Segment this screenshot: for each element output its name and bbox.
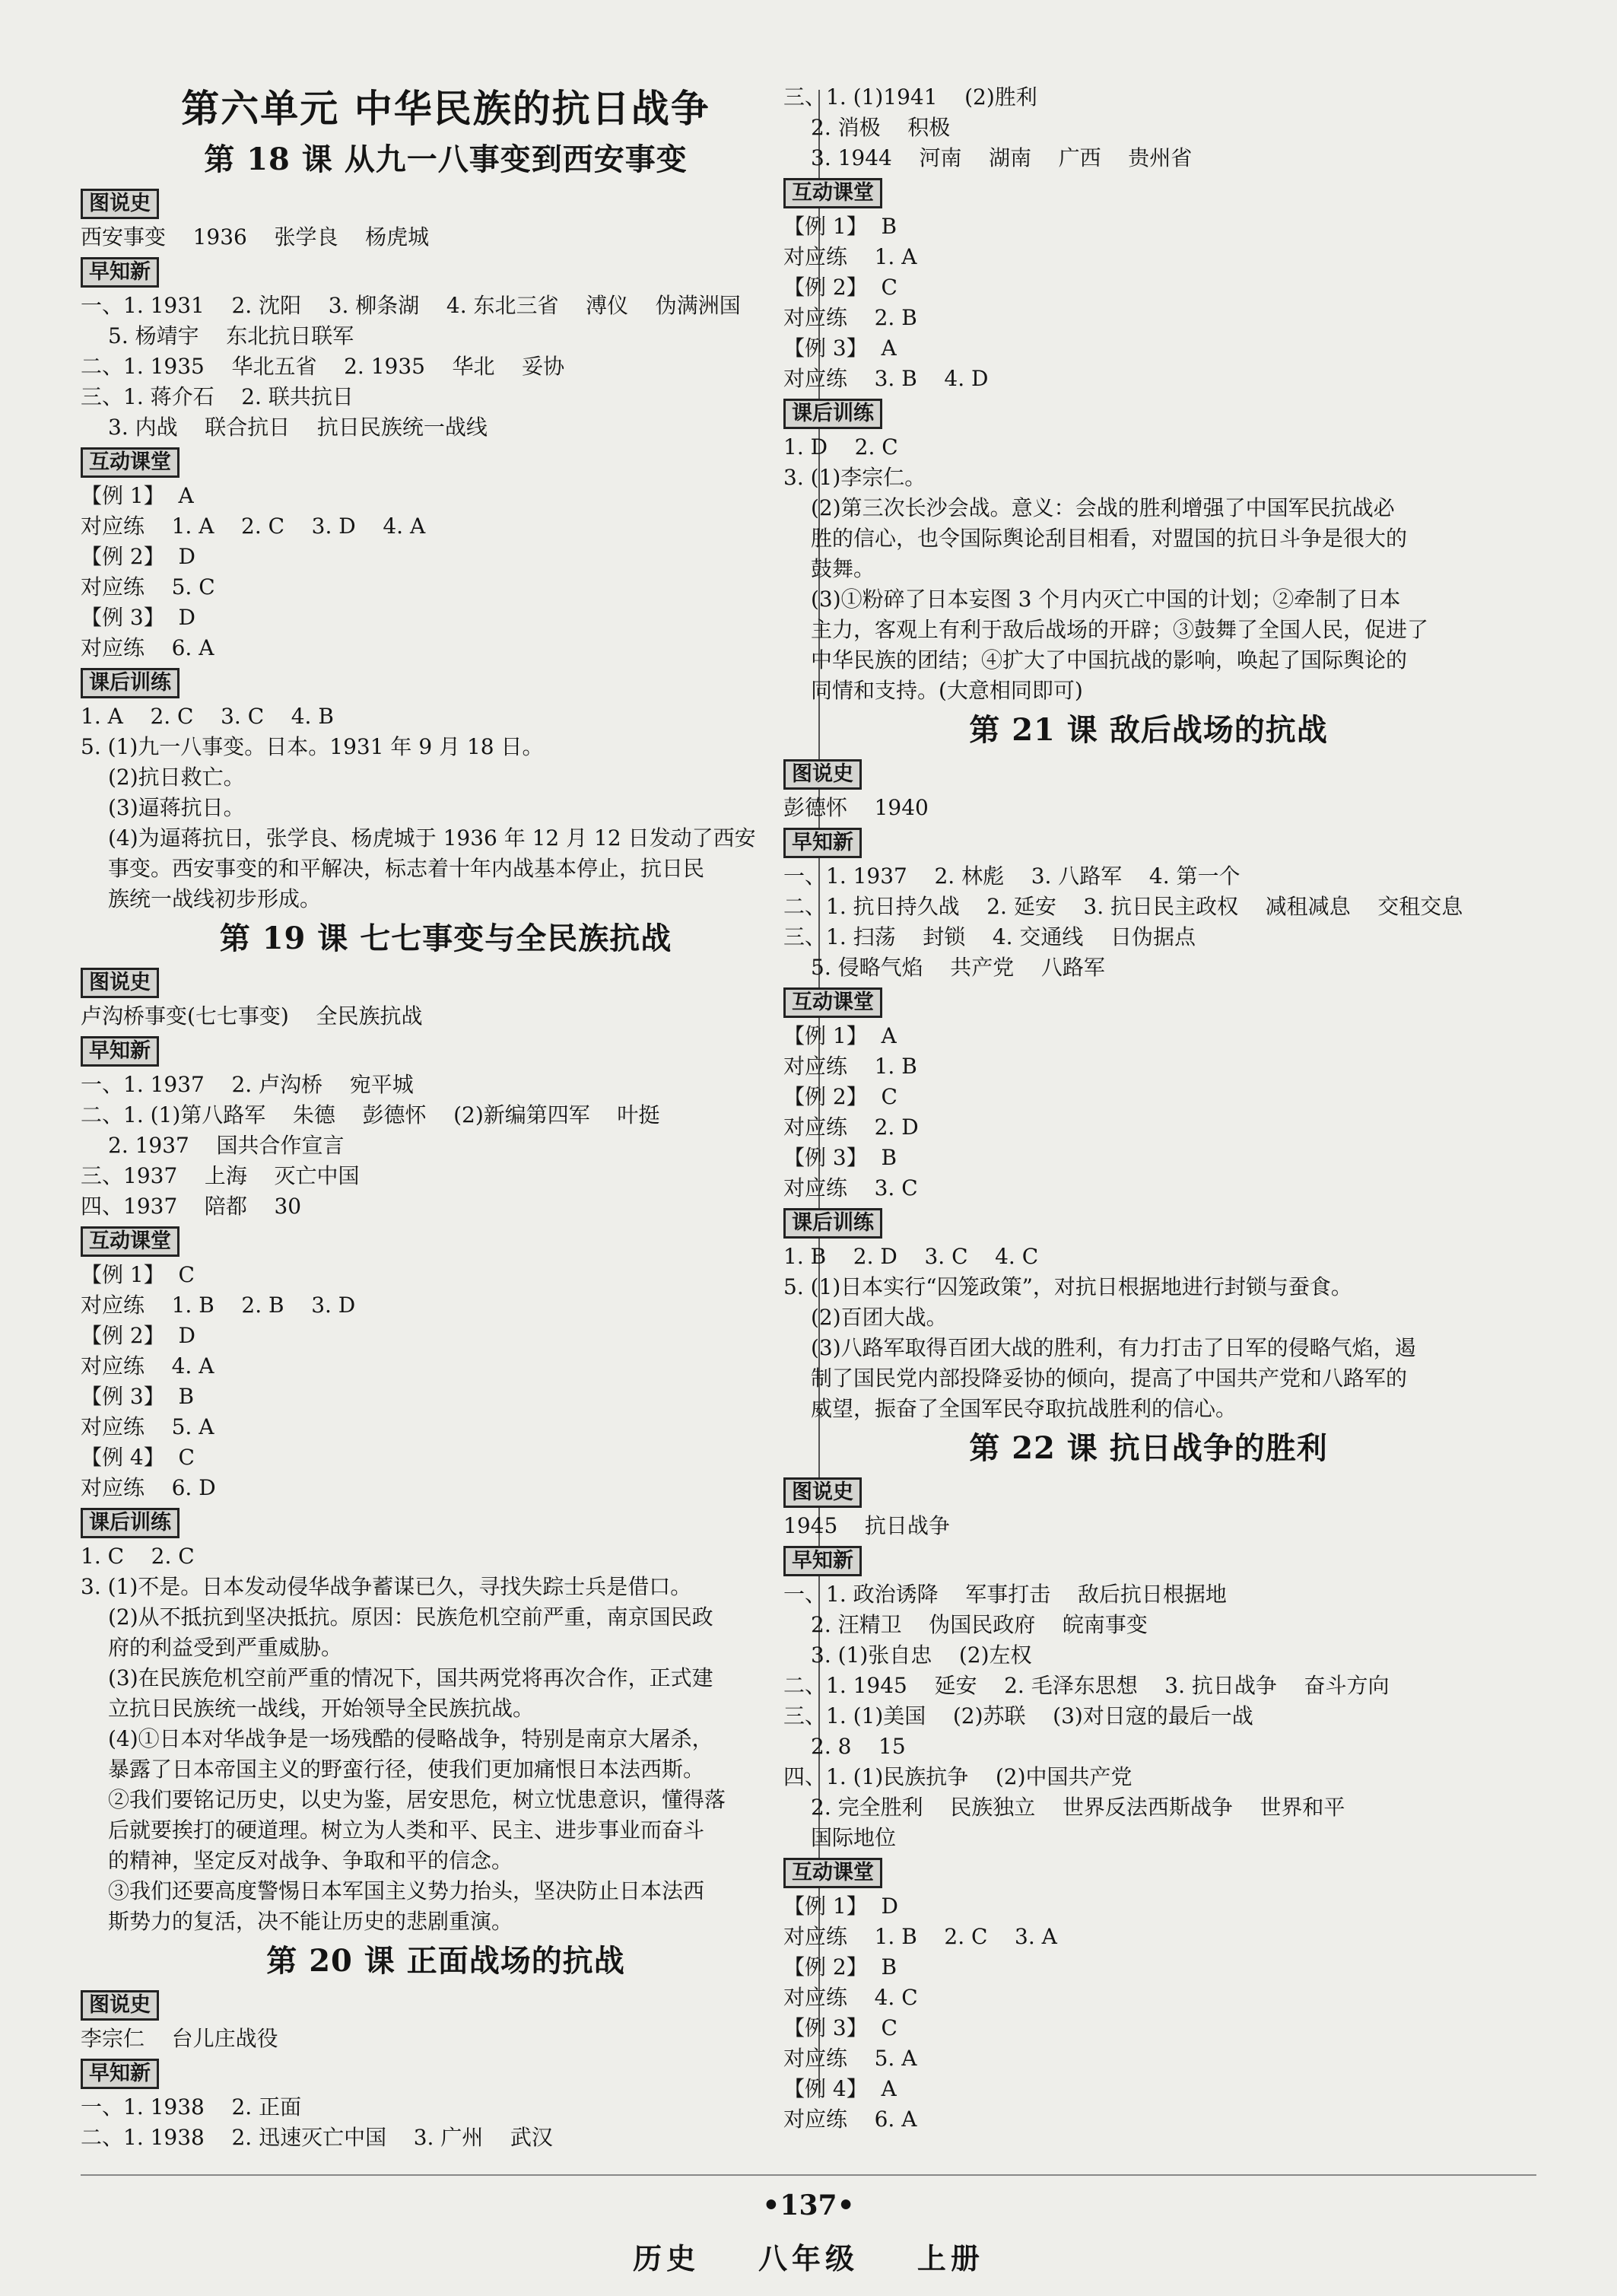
answer-line: 【例 2】 C	[783, 275, 897, 300]
answer-line: 对应练 3. B 4. D	[783, 366, 989, 391]
answer-line: 族统一战线初步形成。	[108, 886, 322, 911]
answer-line: 一、1. 1938 2. 正面	[81, 2094, 302, 2120]
section-tag: 互动课堂	[783, 987, 882, 1018]
section-tag-row	[783, 983, 1514, 1021]
lesson-title: 第 18 课 从九一八事变到西安事变	[204, 142, 688, 177]
section-tag-row	[81, 443, 811, 481]
answer-line: 【例 1】 A	[81, 483, 194, 508]
section-tag: 图说史	[81, 189, 159, 219]
answer-line: 5. (1)日本实行“囚笼政策”，对抗日根据地进行封锁与蚕食。	[783, 1274, 1352, 1299]
answer-line: 三、1. 蒋介石 2. 联共抗日	[81, 384, 354, 409]
answer-line: ③我们还要高度警惕日本军国主义势力抬头，坚决防止日本法西	[108, 1878, 705, 1903]
answer-line: 1. D 2. C	[783, 434, 898, 460]
section-tag-row	[81, 1986, 811, 2024]
section-tag: 早知新	[783, 1546, 862, 1576]
answer-line: 【例 1】 D	[783, 1894, 898, 1919]
answer-line: 同情和支持。(大意相同即可)	[811, 678, 1083, 703]
answer-line: 威望，振奋了全国军民夺取抗战胜利的信心。	[811, 1396, 1237, 1421]
answer-line: 3. 1944 河南 湖南 广西 贵州省	[811, 145, 1193, 170]
section-tag: 互动课堂	[783, 1858, 882, 1888]
page-number: •137•	[762, 2189, 855, 2221]
answer-line: 【例 4】 C	[81, 1445, 195, 1470]
section-tag-row	[783, 1853, 1514, 1891]
section-tag-row	[81, 2054, 811, 2092]
answer-line: 2. 8 15	[811, 1734, 906, 1759]
answer-line: 的精神，坚定反对战争、争取和平的信念。	[108, 1848, 513, 1873]
section-tag-row	[783, 394, 1514, 432]
answer-line: (3)逼蒋抗日。	[108, 795, 245, 820]
section-tag-row	[81, 1032, 811, 1070]
answer-line: 二、1. 抗日持久战 2. 延安 3. 抗日民主政权 减租减息 交租交息	[783, 894, 1463, 919]
answer-line: 【例 4】 A	[783, 2076, 897, 2101]
section-tag-row	[81, 963, 811, 1001]
answer-line: 对应练 1. B 2. C 3. A	[783, 1924, 1057, 1949]
answer-line: 【例 2】 B	[783, 1954, 897, 1980]
section-tag: 课后训练	[783, 1208, 882, 1239]
answer-line: 1. B 2. D 3. C 4. C	[783, 1244, 1039, 1269]
answer-line: 三、1. (1)美国 (2)苏联 (3)对日寇的最后一战	[783, 1703, 1253, 1728]
answer-line: (2)抗日救亡。	[108, 765, 245, 790]
answer-line: 四、1. (1)民族抗争 (2)中国共产党	[783, 1764, 1133, 1789]
answer-line: 对应练 1. B	[783, 1054, 917, 1079]
answer-line: 暴露了日本帝国主义的野蛮行径，使我们更加痛恨日本法西斯。	[108, 1757, 705, 1782]
answer-line: 国际地位	[811, 1825, 897, 1850]
answer-line: 对应练 6. D	[81, 1475, 216, 1500]
answer-line: (3)在民族危机空前严重的情况下，国共两党将再次合作，正式建	[108, 1665, 713, 1690]
answer-line: 【例 1】 C	[81, 1262, 195, 1287]
answer-line: 对应练 5. A	[783, 2046, 917, 2071]
answer-line: 【例 3】 A	[783, 335, 897, 361]
answer-line: (3)①粉碎了日本妄图 3 个月内灭亡中国的计划；②牵制了日本	[811, 587, 1401, 612]
section-tag-row	[81, 663, 811, 701]
answer-line: 斯势力的复活，决不能让历史的悲剧重演。	[108, 1909, 513, 1934]
answer-line: 2. 消极 积极	[811, 115, 951, 140]
section-tag-row	[81, 184, 811, 222]
footer-rule	[81, 2174, 1536, 2176]
answer-line: 中华民族的团结；④扩大了中国抗战的影响，唤起了国际舆论的	[811, 647, 1408, 673]
answer-line: 对应练 5. C	[81, 574, 215, 599]
answer-line: 【例 3】 D	[81, 605, 195, 630]
answer-line: 西安事变 1936 张学良 杨虎城	[81, 224, 430, 250]
answer-line: 对应练 1. B 2. B 3. D	[81, 1293, 356, 1318]
answer-line: 【例 3】 C	[783, 2015, 897, 2040]
answer-line: 一、1. 政治诱降 军事打击 敌后抗日根据地	[783, 1582, 1227, 1607]
answer-line: 【例 2】 D	[81, 544, 195, 569]
answer-line: 【例 3】 B	[783, 1145, 897, 1170]
answer-line: 【例 3】 B	[81, 1384, 195, 1409]
answer-line: (4)①日本对华战争是一场残酷的侵略战争，特别是南京大屠杀，	[108, 1726, 713, 1751]
answer-line: (4)为逼蒋抗日，张学良、杨虎城于 1936 年 12 月 12 日发动了西安	[108, 825, 756, 851]
answer-line: 李宗仁 台儿庄战役	[81, 2026, 278, 2051]
answer-line: 5. 杨靖宇 东北抗日联军	[108, 323, 354, 348]
section-tag: 课后训练	[783, 399, 882, 429]
section-tag: 互动课堂	[81, 1226, 179, 1257]
section-tag: 早知新	[81, 1036, 159, 1067]
answer-line: 【例 1】 A	[783, 1023, 897, 1048]
answer-line: 2. 汪精卫 伪国民政府 皖南事变	[811, 1612, 1148, 1637]
section-tag: 课后训练	[81, 668, 179, 698]
answer-line: 1. A 2. C 3. C 4. B	[81, 704, 334, 729]
answer-line: 对应练 4. C	[783, 1985, 918, 2010]
answer-line: 3. (1)不是。日本发动侵华战争蓄谋已久，寻找失踪士兵是借口。	[81, 1574, 692, 1599]
answer-line: 一、1. 1931 2. 沈阳 3. 柳条湖 4. 东北三省 溥仪 伪满洲国	[81, 293, 741, 318]
answer-line: 三、1937 上海 灭亡中国	[81, 1163, 360, 1188]
answer-line: 2. 完全胜利 民族独立 世界反法西斯战争 世界和平	[811, 1795, 1345, 1820]
answer-line: 事变。西安事变的和平解决，标志着十年内战基本停止，抗日民	[108, 856, 705, 881]
answer-line: 卢沟桥事变(七七事变) 全民族抗战	[81, 1003, 423, 1029]
answer-line: (3)八路军取得百团大战的胜利，有力打击了日军的侵略气焰，遏	[811, 1335, 1416, 1360]
right-column	[783, 82, 1514, 2135]
section-tag: 课后训练	[81, 1508, 179, 1538]
section-tag-row	[81, 253, 811, 291]
answer-line: 2. 1937 国共合作宣言	[108, 1133, 345, 1158]
answer-line: 二、1. (1)第八路军 朱德 彭德怀 (2)新编第四军 叶挺	[81, 1102, 660, 1127]
section-tag: 图说史	[81, 1990, 159, 2021]
section-tag-row	[783, 1204, 1514, 1242]
lesson-title: 第 22 课 抗日战争的胜利	[969, 1430, 1328, 1466]
answer-line: 5. (1)九一八事变。日本。1931 年 9 月 18 日。	[81, 734, 544, 759]
section-tag: 早知新	[81, 2059, 159, 2089]
section-tag: 图说史	[81, 968, 159, 998]
answer-line: 3. 内战 联合抗日 抗日民族统一战线	[108, 415, 488, 440]
section-tag-row	[783, 173, 1514, 211]
section-tag-row	[783, 1473, 1514, 1511]
answer-line: 对应练 6. A	[81, 635, 214, 660]
answer-line: 二、1. 1935 华北五省 2. 1935 华北 妥协	[81, 354, 565, 379]
lesson-title: 第 21 课 敌后战场的抗战	[969, 712, 1328, 748]
answer-line: 1. C 2. C	[81, 1544, 195, 1569]
section-tag: 早知新	[81, 257, 159, 288]
answer-line: (2)从不抵抗到坚决抵抗。原因：民族危机空前严重，南京国民政	[108, 1604, 713, 1630]
answer-line: (2)第三次长沙会战。意义：会战的胜利增强了中国军民抗战必	[811, 495, 1395, 520]
left-column	[81, 82, 811, 2153]
section-tag: 早知新	[783, 828, 862, 858]
section-tag: 互动课堂	[783, 178, 882, 208]
section-tag-row	[783, 1541, 1514, 1579]
answer-line: 二、1. 1945 延安 2. 毛泽东思想 3. 抗日战争 奋斗方向	[783, 1673, 1390, 1698]
answer-line: 彭德怀 1940	[783, 795, 929, 820]
unit-title: 第六单元 中华民族的抗日战争	[181, 86, 710, 131]
answer-line: 主力，客观上有利于敌后战场的开辟；③鼓舞了全国人民，促进了	[811, 617, 1429, 642]
answer-line: 三、1. 扫荡 封锁 4. 交通线 日伪据点	[783, 924, 1196, 949]
answer-line: 对应练 3. C	[783, 1175, 918, 1200]
answer-line: 1945 抗日战争	[783, 1513, 950, 1538]
answer-line: 3. (1)李宗仁。	[783, 465, 926, 490]
answer-line: 对应练 4. A	[81, 1353, 214, 1379]
answer-line: 三、1. (1)1941 (2)胜利	[783, 84, 1037, 110]
section-tag: 互动课堂	[81, 447, 179, 478]
answer-line: 府的利益受到严重威胁。	[108, 1635, 343, 1660]
answer-line: 后就要挨打的硬道理。树立为人类和平、民主、进步事业而奋斗	[108, 1817, 705, 1843]
answer-line: 立抗日民族统一战线，开始领导全民族抗战。	[108, 1696, 535, 1721]
answer-line: 对应练 5. A	[81, 1414, 214, 1439]
answer-line: 对应练 1. A 2. C 3. D 4. A	[81, 514, 426, 539]
section-tag-row	[81, 1222, 811, 1260]
section-tag: 图说史	[783, 759, 862, 790]
section-tag-row	[783, 823, 1514, 861]
answer-line: 制了国民党内部投降妥协的倾向，提高了中国共产党和八路军的	[811, 1366, 1408, 1391]
answer-line: 对应练 2. D	[783, 1115, 919, 1140]
answer-line: ②我们要铭记历史，以史为鉴，居安思危，树立忧患意识，懂得落	[108, 1787, 726, 1812]
answer-line: 【例 1】 B	[783, 214, 897, 239]
answer-line: 对应练 2. B	[783, 305, 917, 330]
answer-line: 【例 2】 C	[783, 1084, 897, 1109]
answer-line: 3. (1)张自忠 (2)左权	[811, 1642, 1032, 1668]
section-tag-row	[81, 1503, 811, 1541]
lesson-title: 第 20 课 正面战场的抗战	[266, 1943, 625, 1979]
answer-line: 四、1937 陪都 30	[81, 1194, 302, 1219]
answer-line: 5. 侵略气焰 共产党 八路军	[811, 955, 1105, 980]
section-tag-row	[783, 755, 1514, 793]
answer-line: 胜的信心，也令国际舆论刮目相看，对盟国的抗日斗争是很大的	[811, 526, 1408, 551]
answer-line: 【例 2】 D	[81, 1323, 195, 1348]
answer-line: 对应练 6. A	[783, 2107, 917, 2132]
answer-line: 二、1. 1938 2. 迅速灭亡中国 3. 广州 武汉	[81, 2125, 553, 2150]
answer-line: (2)百团大战。	[811, 1305, 948, 1330]
answer-line: 一、1. 1937 2. 林彪 3. 八路军 4. 第一个	[783, 863, 1241, 889]
lesson-title: 第 19 课 七七事变与全民族抗战	[219, 921, 672, 956]
answer-line: 一、1. 1937 2. 卢沟桥 宛平城	[81, 1072, 414, 1097]
answer-line: 对应练 1. A	[783, 244, 917, 269]
answer-line: 鼓舞。	[811, 556, 875, 581]
section-tag: 图说史	[783, 1477, 862, 1508]
subject-grade-volume: 历史 八年级 上册	[633, 2241, 984, 2275]
